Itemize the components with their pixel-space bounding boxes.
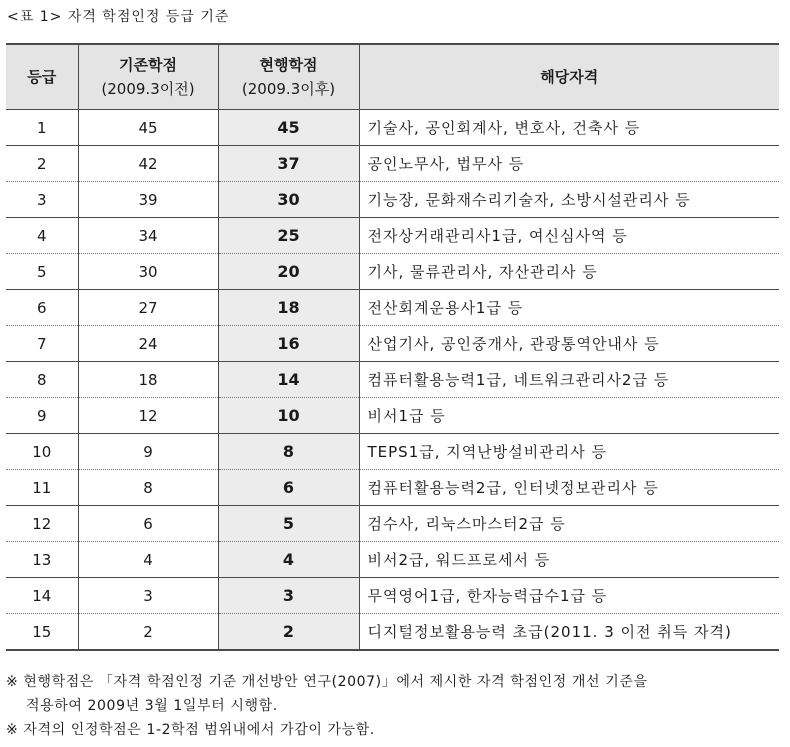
grade-cell: 11 <box>6 470 78 506</box>
table-row <box>6 434 779 470</box>
current-credit-cell: 14 <box>218 362 359 398</box>
footnote-1-line-1: ※ 현행학점은 「자격 학점인정 기준 개선방안 연구(2007)」에서 제시한 자격 학점인정 개선 기준을 <box>6 674 648 690</box>
table-row <box>6 470 779 506</box>
previous-credit-cell: 27 <box>78 290 218 326</box>
table-row <box>6 290 779 326</box>
footnote-2: ※ 자격의 인정학점은 1-2학점 범위내에서 가감이 가능함. <box>6 722 375 738</box>
grade-cell: 13 <box>6 542 78 578</box>
table-row <box>6 506 779 542</box>
current-credit-cell: 25 <box>218 218 359 254</box>
qualification-cell: 기사, 물류관리사, 자산관리사 등 <box>359 254 779 290</box>
previous-credit-cell: 30 <box>78 254 218 290</box>
qualification-cell: 공인노무사, 법무사 등 <box>359 146 779 182</box>
grade-cell: 3 <box>6 182 78 218</box>
current-credit-cell: 45 <box>218 110 359 146</box>
header-current-credit-label: 현행학점 <box>259 56 318 74</box>
previous-credit-cell: 12 <box>78 398 218 434</box>
grade-cell: 15 <box>32 622 52 641</box>
previous-credit-cell: 39 <box>78 182 218 218</box>
footnotes <box>6 670 784 742</box>
qualification-cell: 기술사, 공인회계사, 변호사, 건축사 등 <box>359 110 779 146</box>
qualification-cell: TEPS1급, 지역난방설비관리사 등 <box>359 434 779 470</box>
previous-credit-cell: 24 <box>78 326 218 362</box>
table-row <box>6 578 779 614</box>
current-credit-cell: 2 <box>218 614 359 651</box>
current-credit-cell: 37 <box>218 146 359 182</box>
table-row <box>6 362 779 398</box>
current-credit-cell: 3 <box>218 578 359 614</box>
current-credit-cell: 6 <box>218 470 359 506</box>
qualification-cell: 전산회계운용사1급 등 <box>359 290 779 326</box>
current-credit-cell: 20 <box>218 254 359 290</box>
previous-credit-cell: 4 <box>78 542 218 578</box>
qualification-cell: 전자상거래관리사1급, 여신심사역 등 <box>359 218 779 254</box>
previous-credit-cell: 8 <box>78 470 218 506</box>
grade-cell: 4 <box>6 218 78 254</box>
qualification-cell: 무역영어1급, 한자능력급수1급 등 <box>359 578 779 614</box>
table-caption: <표 1> 자격 학점인정 등급 기준 <box>7 9 230 25</box>
previous-credit-cell: 42 <box>78 146 218 182</box>
qualification-cell: 컴퓨터활용능력1급, 네트워크관리사2급 등 <box>359 362 779 398</box>
grade-cell: 7 <box>6 326 78 362</box>
previous-credit-cell: 9 <box>78 434 218 470</box>
previous-credit-cell: 6 <box>78 506 218 542</box>
grade-cell: 8 <box>6 362 78 398</box>
table-row <box>6 146 779 182</box>
footnote-1-line-2: 적용하여 2009년 3월 1일부터 시행함. <box>26 698 278 714</box>
current-credit-cell: 8 <box>218 434 359 470</box>
current-credit-cell: 18 <box>218 290 359 326</box>
current-credit-cell: 5 <box>218 506 359 542</box>
grade-cell: 1 <box>6 110 78 146</box>
qualification-cell: 기능장, 문화재수리기술자, 소방시설관리사 등 <box>359 182 779 218</box>
table-row <box>6 326 779 362</box>
header-previous-credit-label: 기존학점 <box>119 56 177 74</box>
grade-cell: 5 <box>6 254 78 290</box>
previous-credit-cell: 18 <box>78 362 218 398</box>
grade-cell: 9 <box>6 398 78 434</box>
qualification-cell: 비서1급 등 <box>359 398 779 434</box>
grade-cell: 12 <box>6 506 78 542</box>
table-row <box>6 254 779 290</box>
table-row <box>6 182 779 218</box>
previous-credit-cell: 2 <box>78 614 218 651</box>
current-credit-cell: 4 <box>218 542 359 578</box>
grade-cell: 14 <box>6 578 78 614</box>
qualification-cell: 검수사, 리눅스마스터2급 등 <box>359 506 779 542</box>
header-qualification: 해당자격 <box>359 44 779 110</box>
qualification-cell: 디지털정보활용능력 초급(2011. 3 이전 취득 자격) <box>359 614 779 651</box>
header-current-credit <box>218 44 359 110</box>
header-current-credit-period: (2009.3이후) <box>241 80 336 98</box>
qualification-credit-table <box>6 43 779 651</box>
current-credit-cell: 30 <box>218 182 359 218</box>
previous-credit-cell: 34 <box>78 218 218 254</box>
qualification-cell: 비서2급, 워드프로세서 등 <box>359 542 779 578</box>
header-grade: 등급 <box>6 44 78 110</box>
grade-cell: 2 <box>6 146 78 182</box>
header-row <box>6 44 779 110</box>
table-row <box>6 218 779 254</box>
qualification-cell: 컴퓨터활용능력2급, 인터넷정보관리사 등 <box>359 470 779 506</box>
qualification-cell: 산업기사, 공인중개사, 관광통역안내사 등 <box>359 326 779 362</box>
current-credit-cell: 16 <box>218 326 359 362</box>
table-row <box>6 542 779 578</box>
previous-credit-cell: 45 <box>78 110 218 146</box>
header-previous-credit-period: (2009.3이전) <box>101 80 195 98</box>
current-credit-cell: 10 <box>218 398 359 434</box>
grade-cell: 6 <box>6 290 78 326</box>
table-row <box>6 398 779 434</box>
table-row <box>6 110 779 146</box>
table-row <box>6 614 779 651</box>
header-previous-credit <box>78 44 218 110</box>
previous-credit-cell: 3 <box>78 578 218 614</box>
grade-cell: 10 <box>6 434 78 470</box>
